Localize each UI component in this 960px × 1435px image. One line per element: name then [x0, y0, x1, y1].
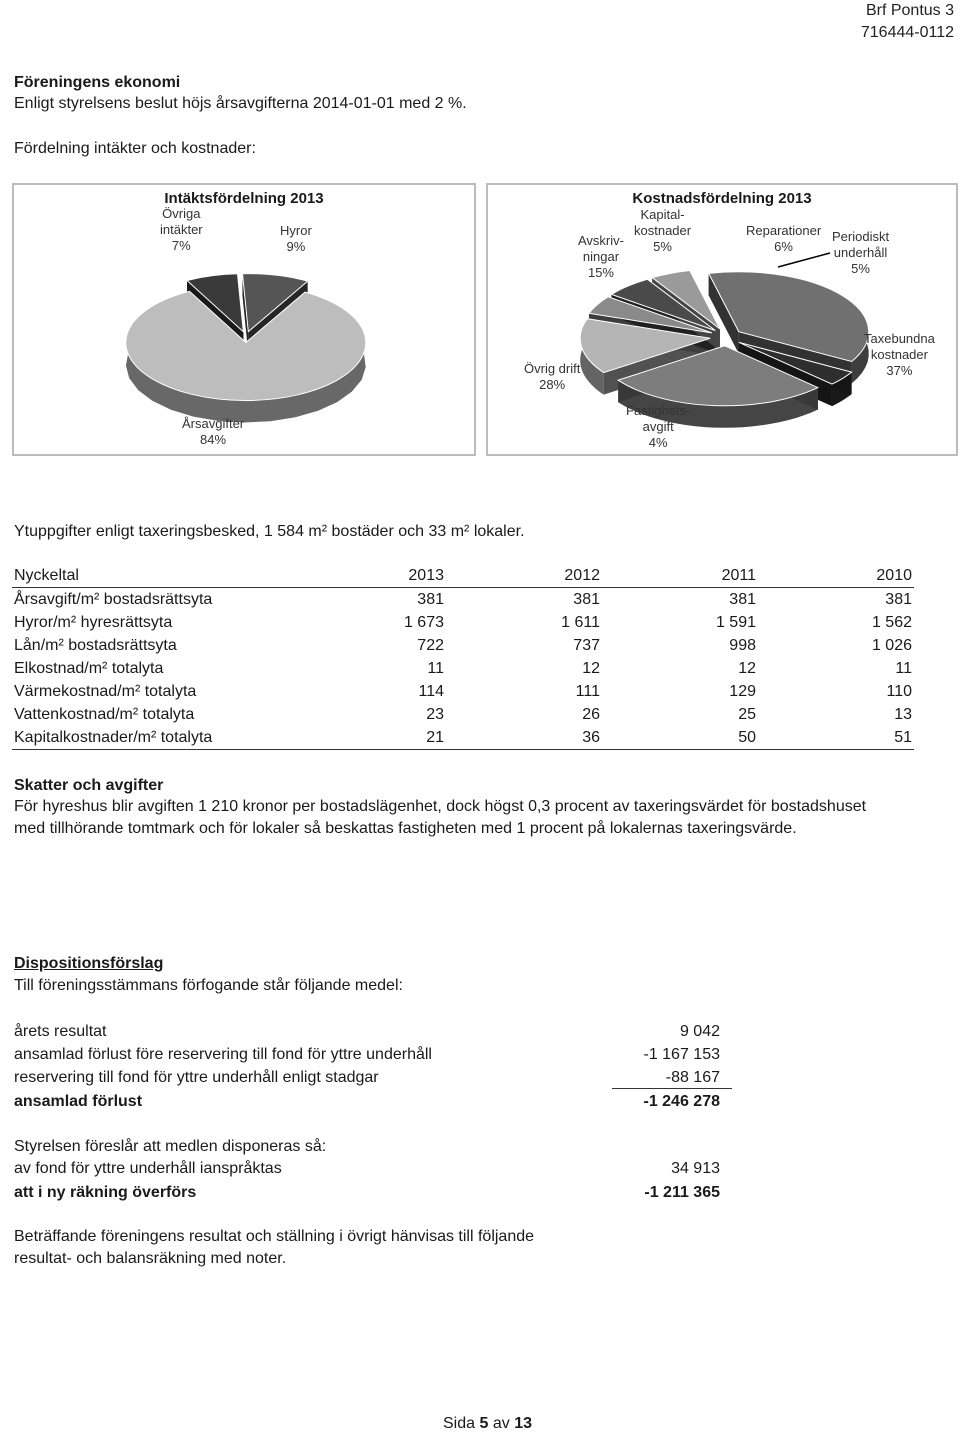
row-label: Hyror/m² hyresrättsyta	[14, 614, 173, 631]
table-cell: 998	[729, 637, 756, 654]
disposition-intro2: Styrelsen föreslår att medlen disponeras så:	[14, 1138, 327, 1155]
table-cell: 381	[729, 591, 756, 608]
table-cell: 25	[738, 706, 756, 723]
org-number: 716444-0112	[860, 24, 954, 41]
table-cell: 36	[582, 729, 600, 746]
economy-line2: Fördelning intäkter och kostnader:	[14, 140, 256, 157]
table-cell: 110	[886, 683, 912, 700]
table-cell: 381	[885, 591, 912, 608]
table-cell: 26	[582, 706, 600, 723]
row-value: -88 167	[665, 1069, 720, 1086]
col-header: 2012	[564, 567, 600, 584]
footer-page: 5	[479, 1415, 489, 1432]
row-label: Årsavgift/m² bostadsrättsyta	[14, 591, 213, 608]
footer-prefix: Sida	[443, 1415, 476, 1432]
disposition-row	[14, 1066, 720, 1089]
income-pie	[14, 185, 474, 454]
table-cell: 13	[894, 706, 912, 723]
table-cell: 1 026	[871, 637, 912, 654]
cost-chart	[486, 183, 958, 456]
table-cell: 12	[738, 660, 756, 677]
row-label: Lån/m² bostadsrättsyta	[14, 637, 177, 654]
table-row	[12, 588, 914, 612]
col-header: 2010	[876, 567, 912, 584]
skatter-line2: med tillhörande tomtmark och för lokaler så beskattas fastigheten med 1 procent på lokalernas taxeringsvärde.	[14, 820, 797, 837]
label-avskriv: Avskriv- ningar 15%	[578, 233, 624, 280]
row-value: -1 246 278	[643, 1093, 720, 1110]
table-row	[12, 634, 914, 657]
table-cell: 23	[426, 706, 444, 723]
table-row	[12, 726, 914, 750]
row-value: 9 042	[679, 1023, 720, 1040]
page-footer	[0, 1413, 960, 1435]
label-kapital: Kapital- kostnader 5%	[634, 207, 692, 254]
table-cell: 11	[895, 660, 912, 677]
row-label: av fond för yttre underhåll ianspråktas	[14, 1160, 282, 1177]
table-cell: 111	[575, 683, 600, 700]
economy-line1: Enligt styrelsens beslut höjs årsavgifterna 2014-01-01 med 2 %.	[14, 95, 467, 112]
economy-title: Föreningens ekonomi	[14, 74, 181, 91]
row-label: att i ny räkning överförs	[14, 1184, 197, 1201]
row-label: Vattenkostnad/m² totalyta	[14, 706, 195, 723]
table-row	[12, 657, 914, 680]
table-row	[12, 611, 914, 634]
table-header-row	[12, 564, 914, 588]
disposition-row	[14, 1157, 720, 1180]
sum-divider	[612, 1088, 732, 1089]
table-cell: 51	[894, 729, 912, 746]
leader-line	[778, 253, 830, 267]
footer-mid: av	[492, 1415, 510, 1432]
skatter-line1: För hyreshus blir avgiften 1 210 kronor per bostadslägenhet, dock högst 0,3 procent av taxeringsvärdet för bostadshuset	[14, 798, 867, 815]
income-chart	[12, 183, 476, 456]
table-row	[12, 703, 914, 726]
ytuppgifter: Ytuppgifter enligt taxeringsbesked, 1 584 m² bostäder och 33 m² lokaler.	[14, 523, 525, 540]
skatter-title: Skatter och avgifter	[14, 777, 164, 794]
col-header: Nyckeltal	[14, 567, 79, 584]
label-taxebundna: Taxebundna kostnader 37%	[864, 331, 935, 378]
col-header: 2013	[408, 567, 444, 584]
page-header	[861, 0, 954, 44]
table-cell: 737	[573, 637, 600, 654]
disposition-row	[14, 1020, 720, 1043]
label-ovrig-drift: Övrig drift 28%	[524, 361, 581, 392]
disposition-row	[14, 1043, 720, 1066]
row-label: ansamlad förlust	[14, 1093, 143, 1110]
cost-pie	[488, 185, 956, 454]
table-cell: 381	[573, 591, 600, 608]
label-ovriga: Övriga intäkter 7%	[160, 206, 203, 253]
row-label: Kapitalkostnader/m² totalyta	[14, 729, 213, 746]
row-label: ansamlad förlust före reservering till fond för yttre underhåll	[14, 1046, 432, 1063]
cost-chart-title: Kostnadsfördelning 2013	[632, 190, 812, 207]
table-cell: 50	[738, 729, 756, 746]
row-label: reservering till fond för yttre underhåll enligt stadgar	[14, 1069, 379, 1086]
col-header: 2011	[721, 567, 756, 584]
table-cell: 114	[418, 683, 444, 700]
table-row	[12, 680, 914, 703]
table-cell: 129	[729, 683, 756, 700]
table-cell: 722	[417, 637, 444, 654]
disposition-title: Dispositionsförslag	[14, 955, 164, 972]
table-cell: 21	[426, 729, 444, 746]
row-value: -1 211 365	[644, 1184, 720, 1201]
disposition-total-row	[14, 1090, 720, 1113]
table-cell: 381	[417, 591, 444, 608]
row-value: -1 167 153	[643, 1046, 720, 1063]
footer-total: 13	[514, 1415, 532, 1432]
table-cell: 11	[427, 660, 444, 677]
closing-line1: Beträffande föreningens resultat och ställning i övrigt hänvisas till följande	[14, 1228, 535, 1245]
table-cell: 12	[582, 660, 600, 677]
disposition-row	[14, 1181, 720, 1204]
income-chart-title: Intäktsfördelning 2013	[164, 190, 324, 207]
disposition-intro: Till föreningsstämmans förfogande står följande medel:	[14, 977, 403, 994]
table-cell: 1 611	[561, 614, 600, 631]
table-cell: 1 562	[871, 614, 912, 631]
label-reparationer: Reparationer 6%	[746, 223, 822, 254]
label-periodiskt: Periodiskt underhåll 5%	[832, 229, 890, 276]
table-cell: 1 591	[715, 614, 756, 631]
label-fastighetsavgift: Fastighets- avgift 4%	[626, 403, 691, 450]
closing-line2: resultat- och balansräkning med noter.	[14, 1250, 287, 1267]
nyckeltal-table	[12, 564, 914, 750]
label-arsavgifter: Årsavgifter 84%	[182, 416, 245, 447]
row-value: 34 913	[671, 1160, 720, 1177]
row-label: Värmekostnad/m² totalyta	[14, 683, 197, 700]
row-label: årets resultat	[14, 1023, 107, 1040]
row-label: Elkostnad/m² totalyta	[14, 660, 164, 677]
org-name: Brf Pontus 3	[865, 2, 954, 19]
table-cell: 1 673	[403, 614, 444, 631]
label-hyror: Hyror 9%	[280, 223, 312, 254]
